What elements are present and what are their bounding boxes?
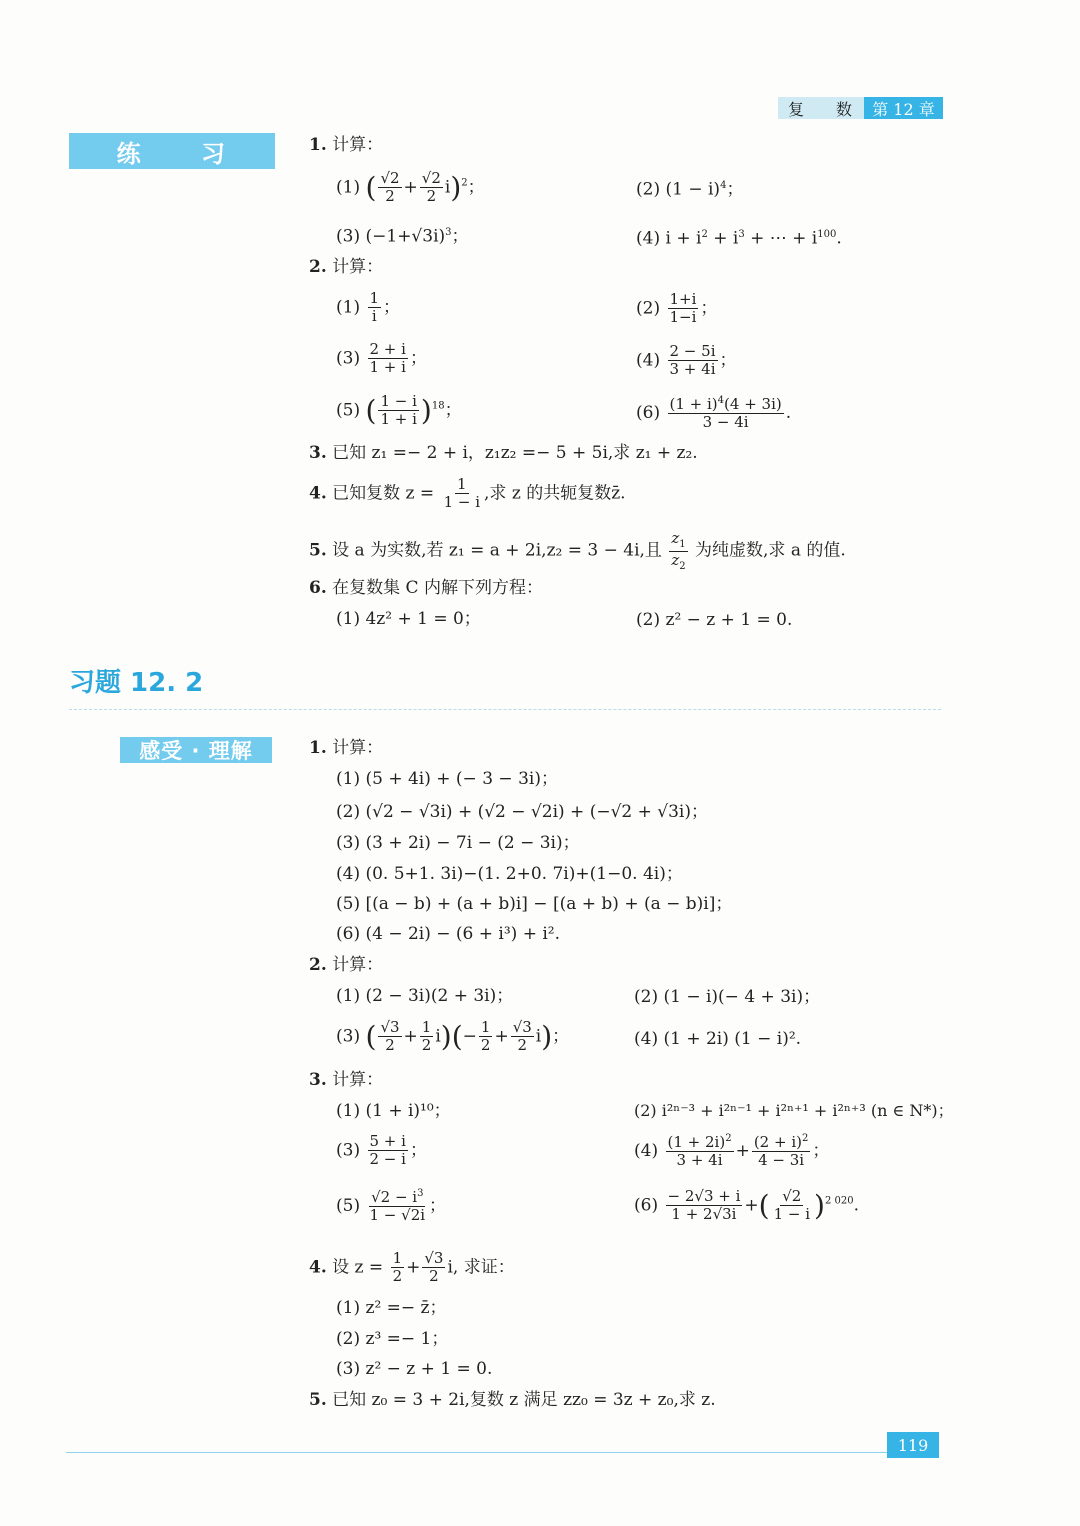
practice-q1-4: (4) $i + i^2 + i^3$ + ⋯ + $i^{100}$. <box>636 228 842 249</box>
exercise-q1-1: (1) (5 + 4i) + (− 3 − 3i)； <box>336 769 558 789</box>
practice-q2-5: (5) ( $\frac{1 - i}{1 + i}$ )$^{18}$； <box>336 392 462 429</box>
exercise-q4-2: (2) z³ =− 1； <box>336 1329 449 1349</box>
exercise-q1-5: (5) [(a − b) + (a + b)i] − [(a + b) + (a − b)i]； <box>336 894 733 914</box>
practice-q3: 3. 已知 z₁ =− 2 + i，z₁z₂ =− 5 + 5i,求 z₁ + z₂. <box>309 443 698 463</box>
practice-q1-2: (2) $(1 - i)^4$； <box>636 179 744 200</box>
exercise-q4-3: (3) z² − z + 1 = 0. <box>336 1359 493 1379</box>
practice-q2-1: (1) $\frac{1}{i}$ ； <box>336 289 401 326</box>
exercise-q3: 3. 计算： <box>309 1070 384 1090</box>
chapter-label: 第 12 章 <box>864 97 943 119</box>
exercise-q1: 1. 计算： <box>309 738 384 758</box>
practice-q6-1: (1) 4z² + 1 = 0； <box>336 609 481 629</box>
practice-q1-1: (1) ( $\frac{√2}{2}$ + $\frac{√2}{2}$ i)$^2$； <box>336 169 485 206</box>
exercise-q3-3: (3) $\frac{5 + i}{2 - i}$ ； <box>336 1132 427 1169</box>
practice-q1: 1. 计算： <box>309 135 384 155</box>
exercise-q4-1: (1) z² =− z̄； <box>336 1298 447 1318</box>
practice-q6-2: (2) z² − z + 1 = 0. <box>636 610 793 630</box>
practice-q4: 4. 已知复数 z = $\frac{1}{1 - i}$ ,求 z 的共轭复数z̄. <box>309 475 626 512</box>
exercise-q1-6: (6) (4 − 2i) − (6 + i³) + i². <box>336 924 561 944</box>
practice-q1-3: (3) $(-1+√3i)^3$； <box>336 226 469 247</box>
practice-q2: 2. 计算： <box>309 257 384 277</box>
page-number: 119 <box>887 1432 939 1458</box>
practice-q5: 5. 设 a 为实数,若 z₁ = a + 2i,z₂ = 3 − 4i,且 $\frac{z_1}{z_2}$ 为纯虚数,求 a 的值. <box>309 529 846 572</box>
exercise-q3-4: (4) $\frac{(1 + 2i)^2}{3 + 4i}$ + $\frac{(2 + i)^2}{4 - 3i}$ ； <box>634 1133 830 1170</box>
exercise-q3-5: (5) $\frac{√2 - i^3}{1 - √2i}$ ； <box>336 1188 447 1225</box>
practice-q2-3: (3) $\frac{2 + i}{1 + i}$ ； <box>336 340 427 377</box>
exercise-q1-4: (4) (0. 5+1. 3i)−(1. 2+0. 7i)+(1−0. 4i)； <box>336 864 683 884</box>
practice-tag: 练 习 <box>69 133 275 169</box>
exercise-q5: 5. 已知 z₀ = 3 + 2i,复数 z 满足 zz₀ = 3z + z₀,求 z. <box>309 1390 716 1410</box>
section-divider <box>69 709 941 710</box>
exercise-tag: 感受 · 理解 <box>120 737 272 763</box>
section-title: 习题 12. 2 <box>69 668 204 698</box>
footer-line <box>66 1452 888 1453</box>
exercise-q1-3: (3) (3 + 2i) − 7i − (2 − 3i)； <box>336 833 580 853</box>
exercise-q3-1: (1) (1 + i)¹⁰； <box>336 1101 451 1121</box>
exercise-q2-1: (1) (2 − 3i)(2 + 3i)； <box>336 986 514 1006</box>
exercise-q2-3: (3) ( $\frac{√3}{2}$ + $\frac{1}{2}$ i)(− $\frac{1}{2}$ + $\frac{√3}{2}$ i)； <box>336 1018 570 1055</box>
practice-q2-6: (6) $\frac{(1 + i)^4(4 + 3i)}{3 - 4i}$ . <box>636 395 792 432</box>
exercise-q3-6: (6) $\frac{- 2√3 + i}{1 + 2√3i}$ +( $\frac{√2}{1 - i}$ )$^{2 020}$. <box>634 1187 860 1224</box>
exercise-q3-2: (2) i²ⁿ⁻³ + i²ⁿ⁻¹ + i²ⁿ⁺¹ + i²ⁿ⁺³ (n ∈ N*)； <box>634 1101 954 1120</box>
practice-q6: 6. 在复数集 C 内解下列方程： <box>309 578 543 598</box>
exercise-q1-2: (2) (√2 − √3i) + (√2 − √2i) + (−√2 + √3i)； <box>336 802 708 822</box>
exercise-q2-4: (4) (1 + 2i) (1 − i)². <box>634 1029 802 1049</box>
exercise-q2-2: (2) (1 − i)(− 4 + 3i)； <box>634 987 821 1007</box>
practice-q2-2: (2) $\frac{1+i}{1-i}$ ； <box>636 290 718 327</box>
practice-q2-4: (4) $\frac{2 - 5i}{3 + 4i}$ ； <box>636 342 737 379</box>
chapter-header <box>778 97 943 119</box>
exercise-q2: 2. 计算： <box>309 955 384 975</box>
subject-label: 复 数 <box>778 97 864 119</box>
exercise-q4: 4. 设 z = $\frac{1}{2}$ + $\frac{√3}{2}$ i, 求证： <box>309 1249 515 1286</box>
